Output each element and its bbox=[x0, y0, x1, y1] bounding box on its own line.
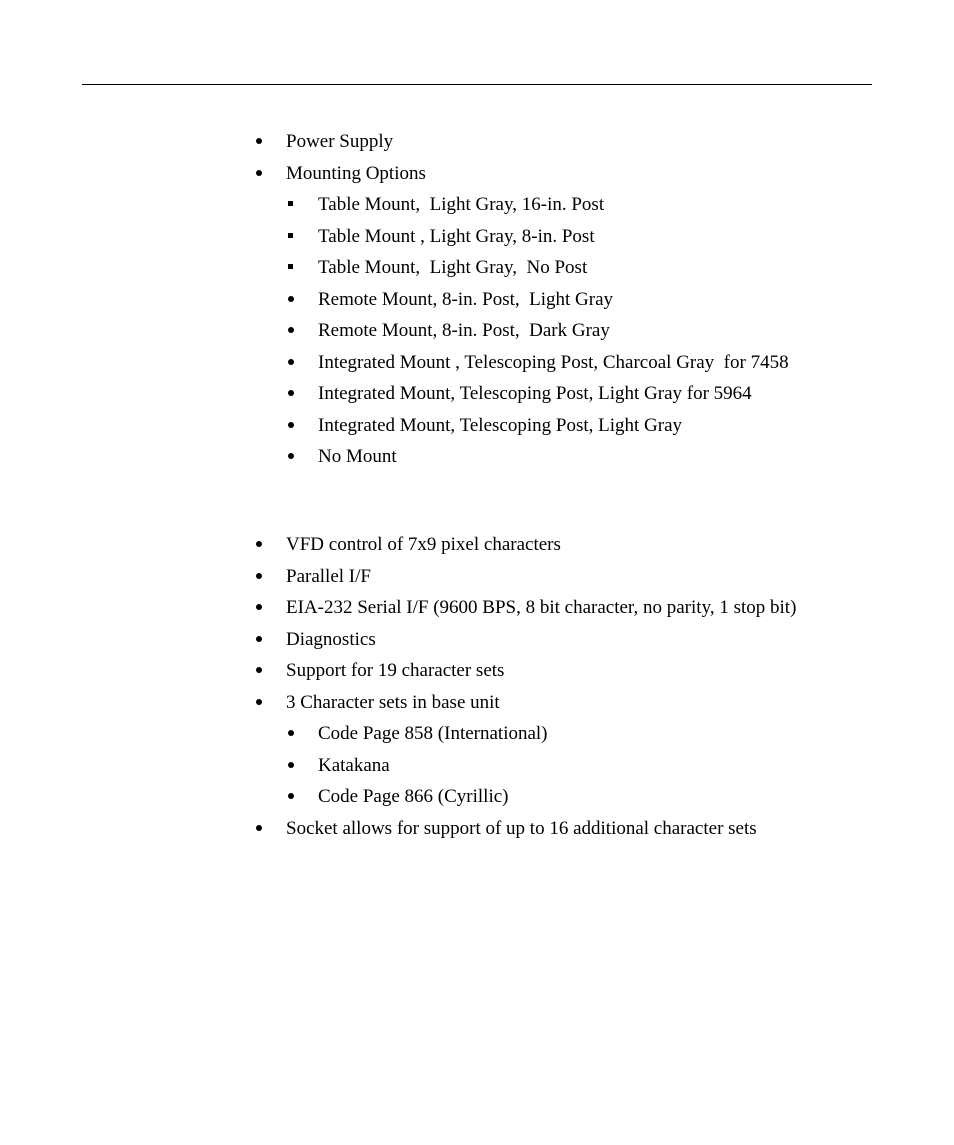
list-item-text: Table Mount , Light Gray, 8-in. Post bbox=[318, 225, 595, 247]
sub-list-item bbox=[0, 410, 954, 442]
list-item-text: Support for 19 character sets bbox=[286, 660, 505, 681]
sub-list-item bbox=[0, 441, 954, 473]
list-item bbox=[0, 813, 954, 845]
list-item-text: VFD control of 7x9 pixel characters bbox=[286, 534, 561, 555]
list-item bbox=[0, 592, 954, 624]
list-item-text: Code Page 866 (Cyrillic) bbox=[318, 786, 509, 807]
list-item-text: Remote Mount, 8-in. Post, Light Gray bbox=[318, 288, 614, 310]
sub-list-item bbox=[0, 718, 954, 750]
list-item bbox=[0, 561, 954, 593]
list-item-text: Mounting Options bbox=[286, 162, 426, 184]
sub-list-item bbox=[0, 252, 954, 284]
list-item-text: No Mount bbox=[318, 446, 397, 467]
features-list bbox=[0, 529, 954, 844]
sub-list-item bbox=[0, 315, 954, 347]
list-item-text: Diagnostics bbox=[286, 628, 376, 650]
list-item bbox=[0, 529, 954, 561]
sub-list-item bbox=[0, 781, 954, 813]
list-item-text: Integrated Mount, Telescoping Post, Light Gray for 5964 bbox=[318, 383, 752, 404]
list-item-text: Code Page 858 (International) bbox=[318, 723, 548, 744]
mounting-options-list bbox=[0, 126, 954, 473]
list-item-text: Socket allows for support of up to 16 additional character sets bbox=[286, 817, 757, 839]
list-item bbox=[0, 624, 954, 656]
sub-list-item bbox=[0, 284, 954, 316]
list-item bbox=[0, 158, 954, 190]
list-item bbox=[0, 655, 954, 687]
sub-list-item bbox=[0, 750, 954, 782]
header-rule bbox=[82, 84, 872, 85]
sub-list-item bbox=[0, 378, 954, 410]
list-item-text: EIA-232 Serial I/F (9600 BPS, 8 bit character, no parity, 1 stop bit) bbox=[286, 597, 797, 618]
sub-list-item bbox=[0, 347, 954, 379]
sub-list-item bbox=[0, 189, 954, 221]
list-item-text: Katakana bbox=[318, 754, 390, 776]
sub-list-item bbox=[0, 221, 954, 253]
list-item-text: Table Mount, Light Gray, 16-in. Post bbox=[318, 194, 605, 215]
list-item-text: Parallel I/F bbox=[286, 565, 371, 587]
list-item-text: Integrated Mount, Telescoping Post, Light Gray bbox=[318, 414, 683, 436]
list-item bbox=[0, 687, 954, 719]
list-item-text: 3 Character sets in base unit bbox=[286, 691, 500, 713]
list-item-text: Table Mount, Light Gray, No Post bbox=[318, 257, 588, 278]
list-item bbox=[0, 126, 954, 158]
list-item-text: Remote Mount, 8-in. Post, Dark Gray bbox=[318, 320, 610, 341]
list-item-text: Integrated Mount , Telescoping Post, Charcoal Gray for 7458 bbox=[318, 351, 789, 373]
list-item-text: Power Supply bbox=[286, 131, 394, 152]
